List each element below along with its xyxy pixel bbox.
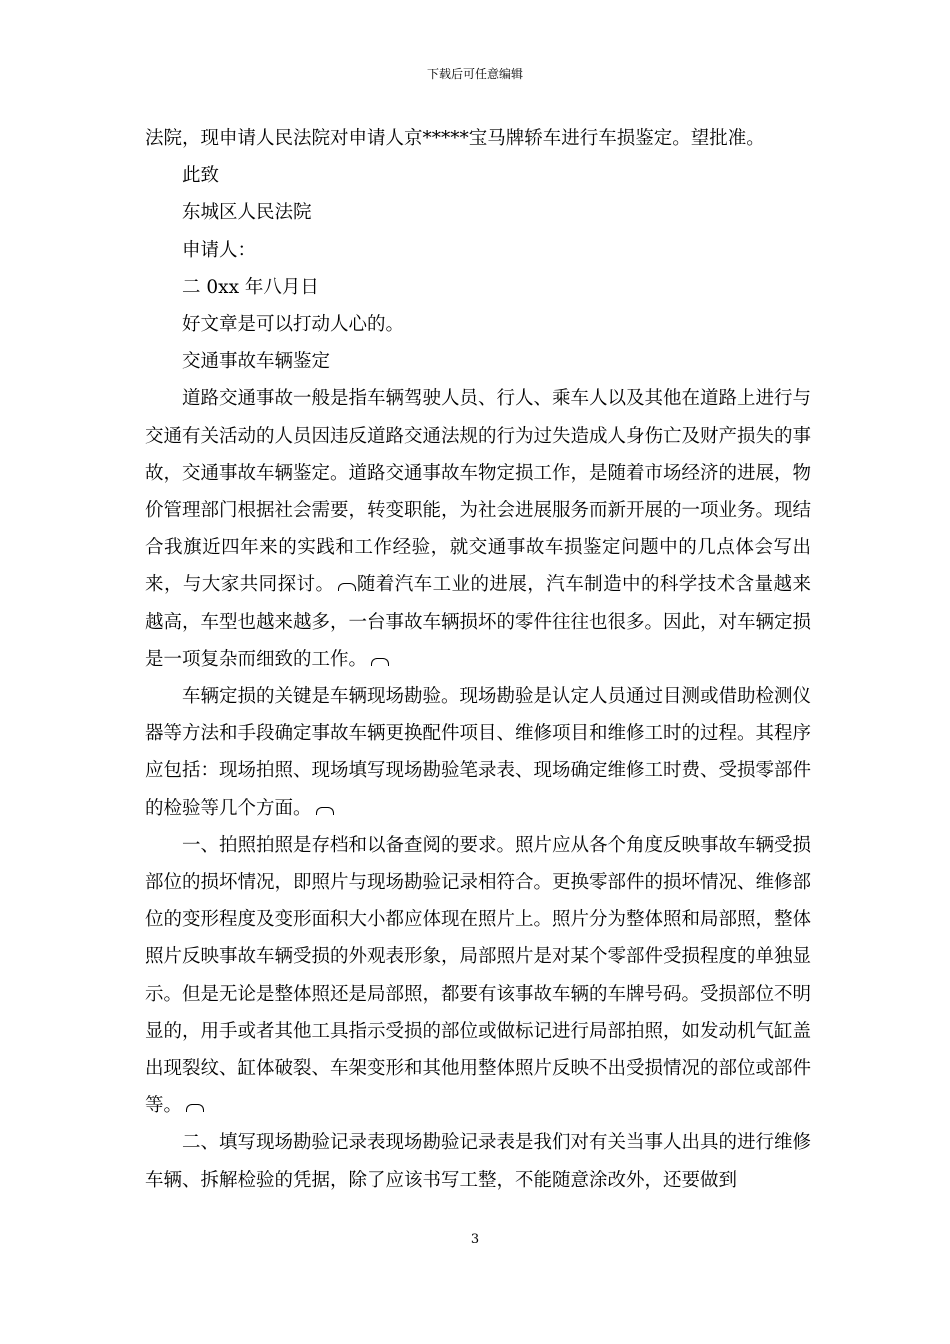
paragraph-mark-icon	[316, 807, 334, 815]
document-body	[145, 120, 811, 1199]
section-title: 交通事故车辆鉴定	[182, 351, 331, 373]
paragraph-3	[145, 827, 811, 1125]
salutation: 此致	[182, 165, 220, 187]
paragraph-mark-icon	[371, 658, 389, 666]
paragraph-continuation: 法院，现申请人民法院对申请人京*****宝马牌轿车进行车损鉴定。望批准。	[145, 128, 765, 149]
paragraph-2	[145, 678, 811, 827]
paragraph-3-text: 一、拍照拍照是存档和以备查阅的要求。照片应从各个角度反映事故车辆受损部位的损坏情况，即照片与现场勘验记录相符合。更换零部件的损坏情况、维修部位的变形程度及变形面积大小都应体现在照片上。照片分为整体照和局部照，整体照片反映事故车辆受损的外观表形象，局部照片是对某个零部件受损程度的单独显示。但是无论是整体照还是局部照，都要有该事故车辆的车牌号码。受损部位不明显的，用手或者其他工具指示受损的部位或做标记进行局部拍照，如发动机气缸盖出现裂纹、缸体破裂、车架变形和其他用整体照片反映不出受损情况的部位或部件等。	[145, 834, 812, 1117]
paragraph-mark-icon	[338, 583, 356, 591]
page-number: 3	[470, 1232, 480, 1247]
recipient: 东城区人民法院	[182, 202, 312, 224]
applicant-label: 申请人：	[182, 239, 257, 261]
paragraph-mark-icon	[186, 1104, 204, 1112]
paragraph-1-part-a: 道路交通事故一般是指车辆驾驶人员、行人、乘车人以及其他在道路上进行与交通有关活动的人员因违反道路交通法规的行为过失造成人身伤亡及财产损失的事故，交通事故车辆鉴定。道路交通事故车物定损工作，是随着市场经济的进展，物价管理部门根据社会需要，转变职能，为社会进展服务而新开展的一项业务。现结合我旗近四年来的实践和工作经验，就交通事故车损鉴定问题中的几点体会写出来，与大家共同探讨。	[145, 388, 812, 596]
paragraph-4: 二、填写现场勘验记录表现场勘验记录表是我们对有关当事人出具的进行维修车辆、拆解检验的凭据，除了应该书写工整，不能随意涂改外，还要做到	[145, 1132, 812, 1191]
paragraph-2-text: 车辆定损的关键是车辆现场勘验。现场勘验是认定人员通过目测或借助检测仪器等方法和手段确定事故车辆更换配件项目、维修项目和维修工时的过程。其程序应包括：现场拍照、现场填写现场勘验笔录表、现场确定维修工时费、受损零部件的检验等几个方面。	[145, 686, 812, 819]
page-header: 下载后可任意编辑	[426, 67, 523, 81]
remark-line: 好文章是可以打动人心的。	[182, 314, 405, 336]
paragraph-1-part-b: 随着汽车工业的进展，汽车制造中的科学技术含量越来越高，车型也越来越多，一台事故车辆损坏的零件往往也很多。因此，对车辆定损是一项复杂而细致的工作。	[145, 574, 812, 670]
paragraph-1	[145, 380, 811, 678]
date-line: 二 0xx 年八月日	[182, 276, 319, 298]
